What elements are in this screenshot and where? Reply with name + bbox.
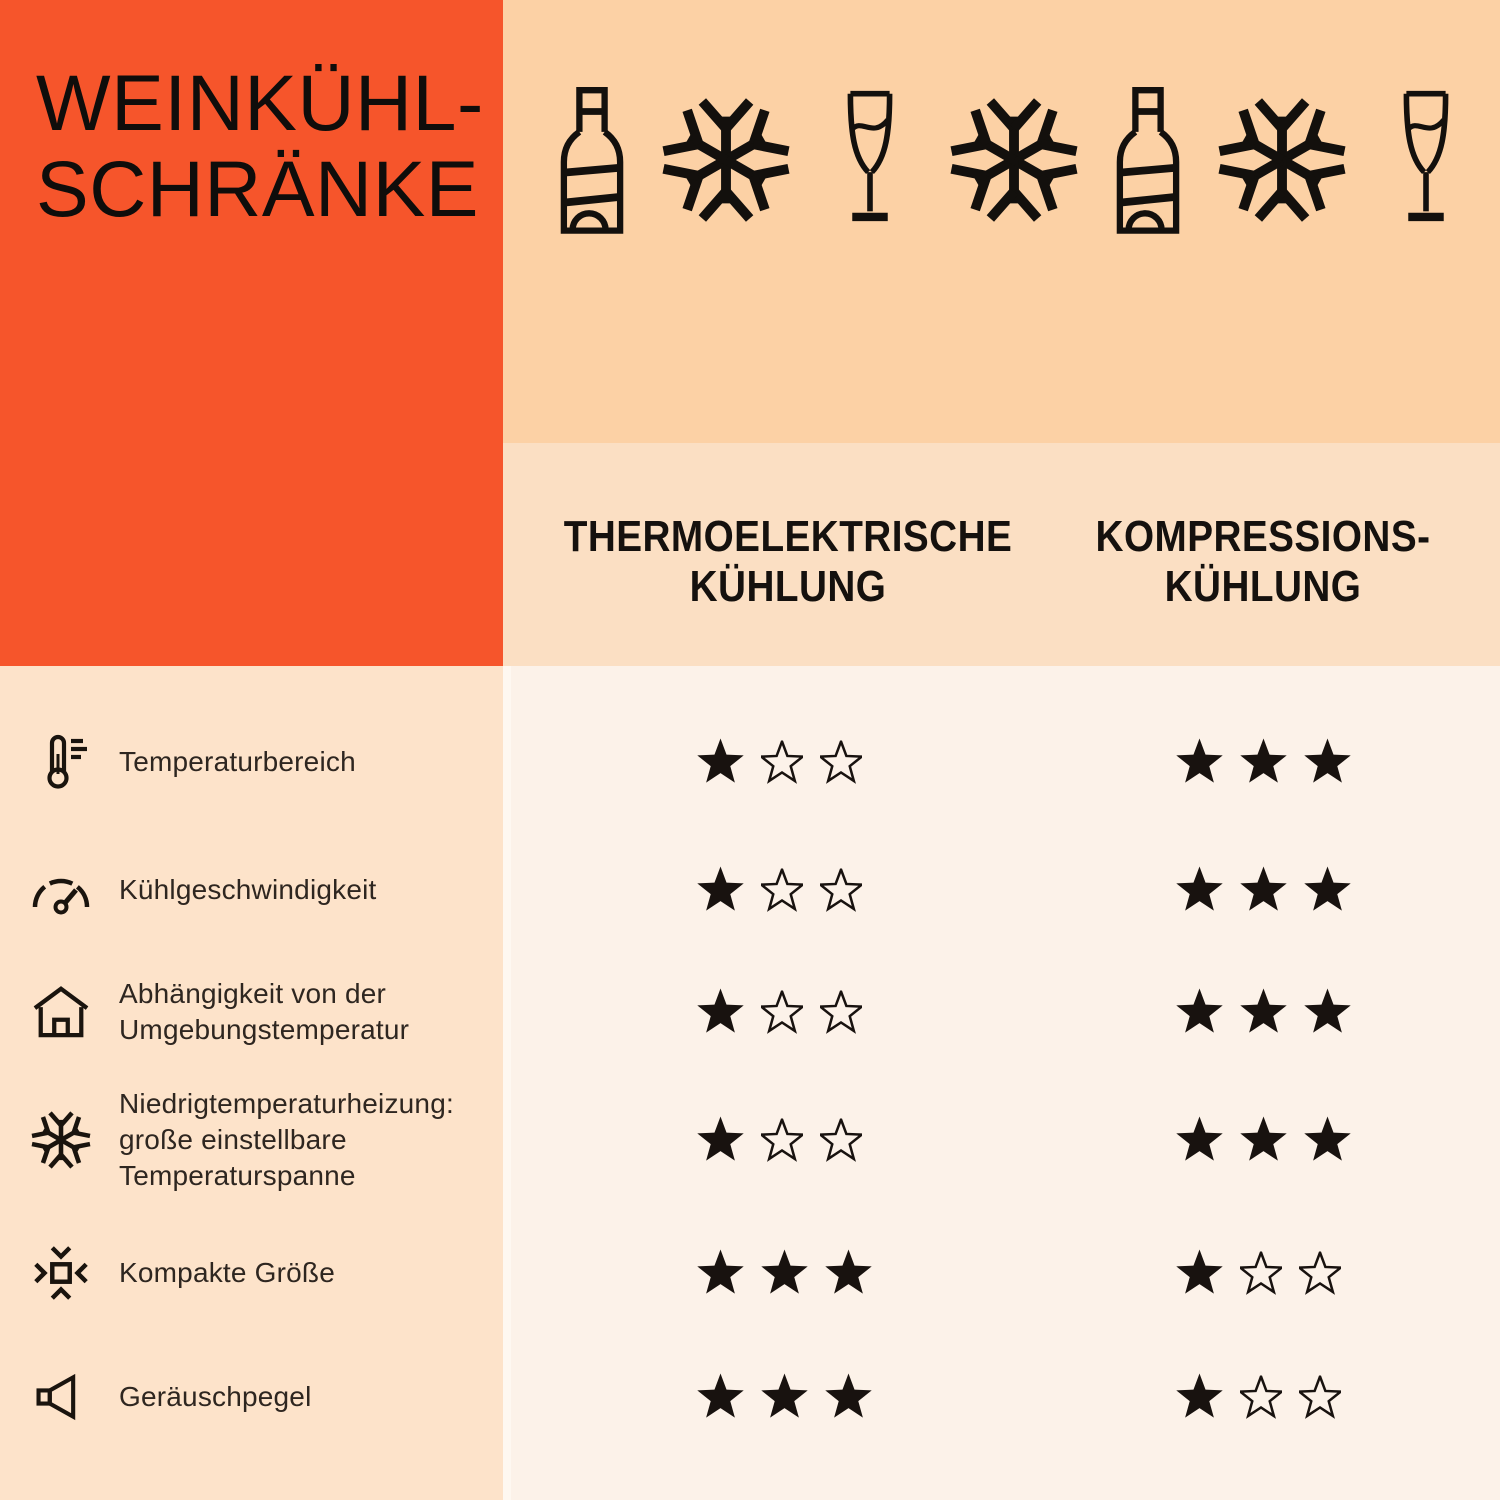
column-header-line: KÜHLUNG	[1164, 562, 1362, 611]
star-filled-icon	[1176, 988, 1223, 1037]
star-empty-icon	[1240, 1375, 1282, 1419]
star-empty-icon	[1299, 1375, 1341, 1419]
column-header-thermoelektrische-kuehlung	[559, 512, 1017, 612]
star-filled-icon	[1176, 738, 1223, 787]
star-empty-icon	[820, 740, 862, 784]
snowflake-icon	[28, 1107, 94, 1173]
title-block	[0, 0, 503, 666]
page-title-line: WEINKÜHL-	[36, 58, 484, 147]
feature-row	[28, 1364, 312, 1430]
star-empty-icon	[1240, 1251, 1282, 1295]
star-empty-icon	[1299, 1251, 1341, 1295]
feature-label	[119, 744, 356, 780]
star-filled-icon	[1176, 866, 1223, 915]
snowflake-icon	[657, 91, 795, 229]
star-filled-icon	[697, 1373, 744, 1422]
rating-compression	[1176, 988, 1351, 1037]
star-empty-icon	[820, 1118, 862, 1162]
rating-table-body	[503, 666, 1500, 1500]
rating-thermoelectric	[697, 1249, 872, 1298]
compact-icon	[28, 1240, 94, 1306]
rating-thermoelectric	[697, 1373, 872, 1422]
feature-label-line: Kühlgeschwindigkeit	[119, 874, 377, 905]
feature-label-column	[0, 666, 503, 1500]
star-filled-icon	[825, 1373, 872, 1422]
rating-thermoelectric	[697, 988, 862, 1037]
rating-compression	[1176, 1116, 1351, 1165]
star-filled-icon	[1304, 738, 1351, 787]
feature-label	[119, 976, 409, 1048]
star-filled-icon	[825, 1249, 872, 1298]
rating-compression	[1176, 1249, 1341, 1298]
wine-glass-icon	[1384, 85, 1468, 235]
star-filled-icon	[697, 738, 744, 787]
star-filled-icon	[1240, 1116, 1287, 1165]
feature-label	[119, 872, 377, 908]
wine-bottle-icon	[560, 86, 624, 234]
feature-row	[28, 976, 409, 1048]
star-filled-icon	[1240, 988, 1287, 1037]
feature-row	[28, 857, 377, 923]
snowflake-icon	[1213, 91, 1351, 229]
rating-compression	[1176, 738, 1351, 787]
star-filled-icon	[697, 866, 744, 915]
feature-label-line: Temperaturbereich	[119, 746, 356, 777]
star-empty-icon	[761, 990, 803, 1034]
star-filled-icon	[1304, 866, 1351, 915]
rating-thermoelectric	[697, 1116, 862, 1165]
star-empty-icon	[820, 868, 862, 912]
rating-thermoelectric	[697, 866, 862, 915]
star-filled-icon	[697, 988, 744, 1037]
star-filled-icon	[1240, 738, 1287, 787]
feature-label-line: Temperaturspanne	[119, 1160, 356, 1191]
star-filled-icon	[1240, 866, 1287, 915]
feature-label-line: Abhängigkeit von der	[119, 978, 387, 1009]
page-title	[36, 60, 484, 232]
star-filled-icon	[697, 1249, 744, 1298]
feature-label-line: große einstellbare	[119, 1124, 347, 1155]
feature-row	[28, 1086, 454, 1194]
feature-row	[28, 729, 356, 795]
feature-label-line: Umgebungstemperatur	[119, 1014, 410, 1045]
icon-banner	[503, 0, 1500, 443]
feature-label	[119, 1379, 312, 1415]
column-header-line: KOMPRESSIONS-	[1095, 512, 1431, 561]
feature-row	[28, 1240, 335, 1306]
star-filled-icon	[1176, 1249, 1223, 1298]
feature-label	[119, 1086, 454, 1194]
column-header-line: KÜHLUNG	[689, 562, 887, 611]
thermometer-icon	[28, 729, 94, 795]
star-filled-icon	[1304, 1116, 1351, 1165]
rating-thermoelectric	[697, 738, 862, 787]
star-empty-icon	[761, 740, 803, 784]
star-empty-icon	[761, 1118, 803, 1162]
speaker-icon	[28, 1364, 94, 1430]
house-icon	[28, 979, 94, 1045]
feature-label-line: Kompakte Größe	[119, 1257, 335, 1288]
column-divider	[503, 666, 511, 1500]
star-filled-icon	[1304, 988, 1351, 1037]
page-title-line: SCHRÄNKE	[36, 144, 479, 233]
rating-compression	[1176, 1373, 1341, 1422]
star-filled-icon	[761, 1373, 808, 1422]
column-header-kompressions-kuehlung	[1034, 512, 1492, 612]
table-header-band	[503, 443, 1500, 666]
column-header-line: THERMOELEKTRISCHE	[563, 512, 1013, 561]
feature-label-line: Niedrigtemperaturheizung:	[119, 1088, 454, 1119]
feature-label-line: Geräuschpegel	[119, 1381, 312, 1412]
wine-bottle-icon	[1116, 86, 1180, 234]
snowflake-icon	[945, 91, 1083, 229]
star-filled-icon	[1176, 1373, 1223, 1422]
decorative-icon-row	[560, 78, 1468, 242]
star-filled-icon	[761, 1249, 808, 1298]
rating-compression	[1176, 866, 1351, 915]
gauge-icon	[28, 857, 94, 923]
star-empty-icon	[761, 868, 803, 912]
feature-label	[119, 1255, 335, 1291]
wine-glass-icon	[828, 85, 912, 235]
star-empty-icon	[820, 990, 862, 1034]
star-filled-icon	[1176, 1116, 1223, 1165]
star-filled-icon	[697, 1116, 744, 1165]
